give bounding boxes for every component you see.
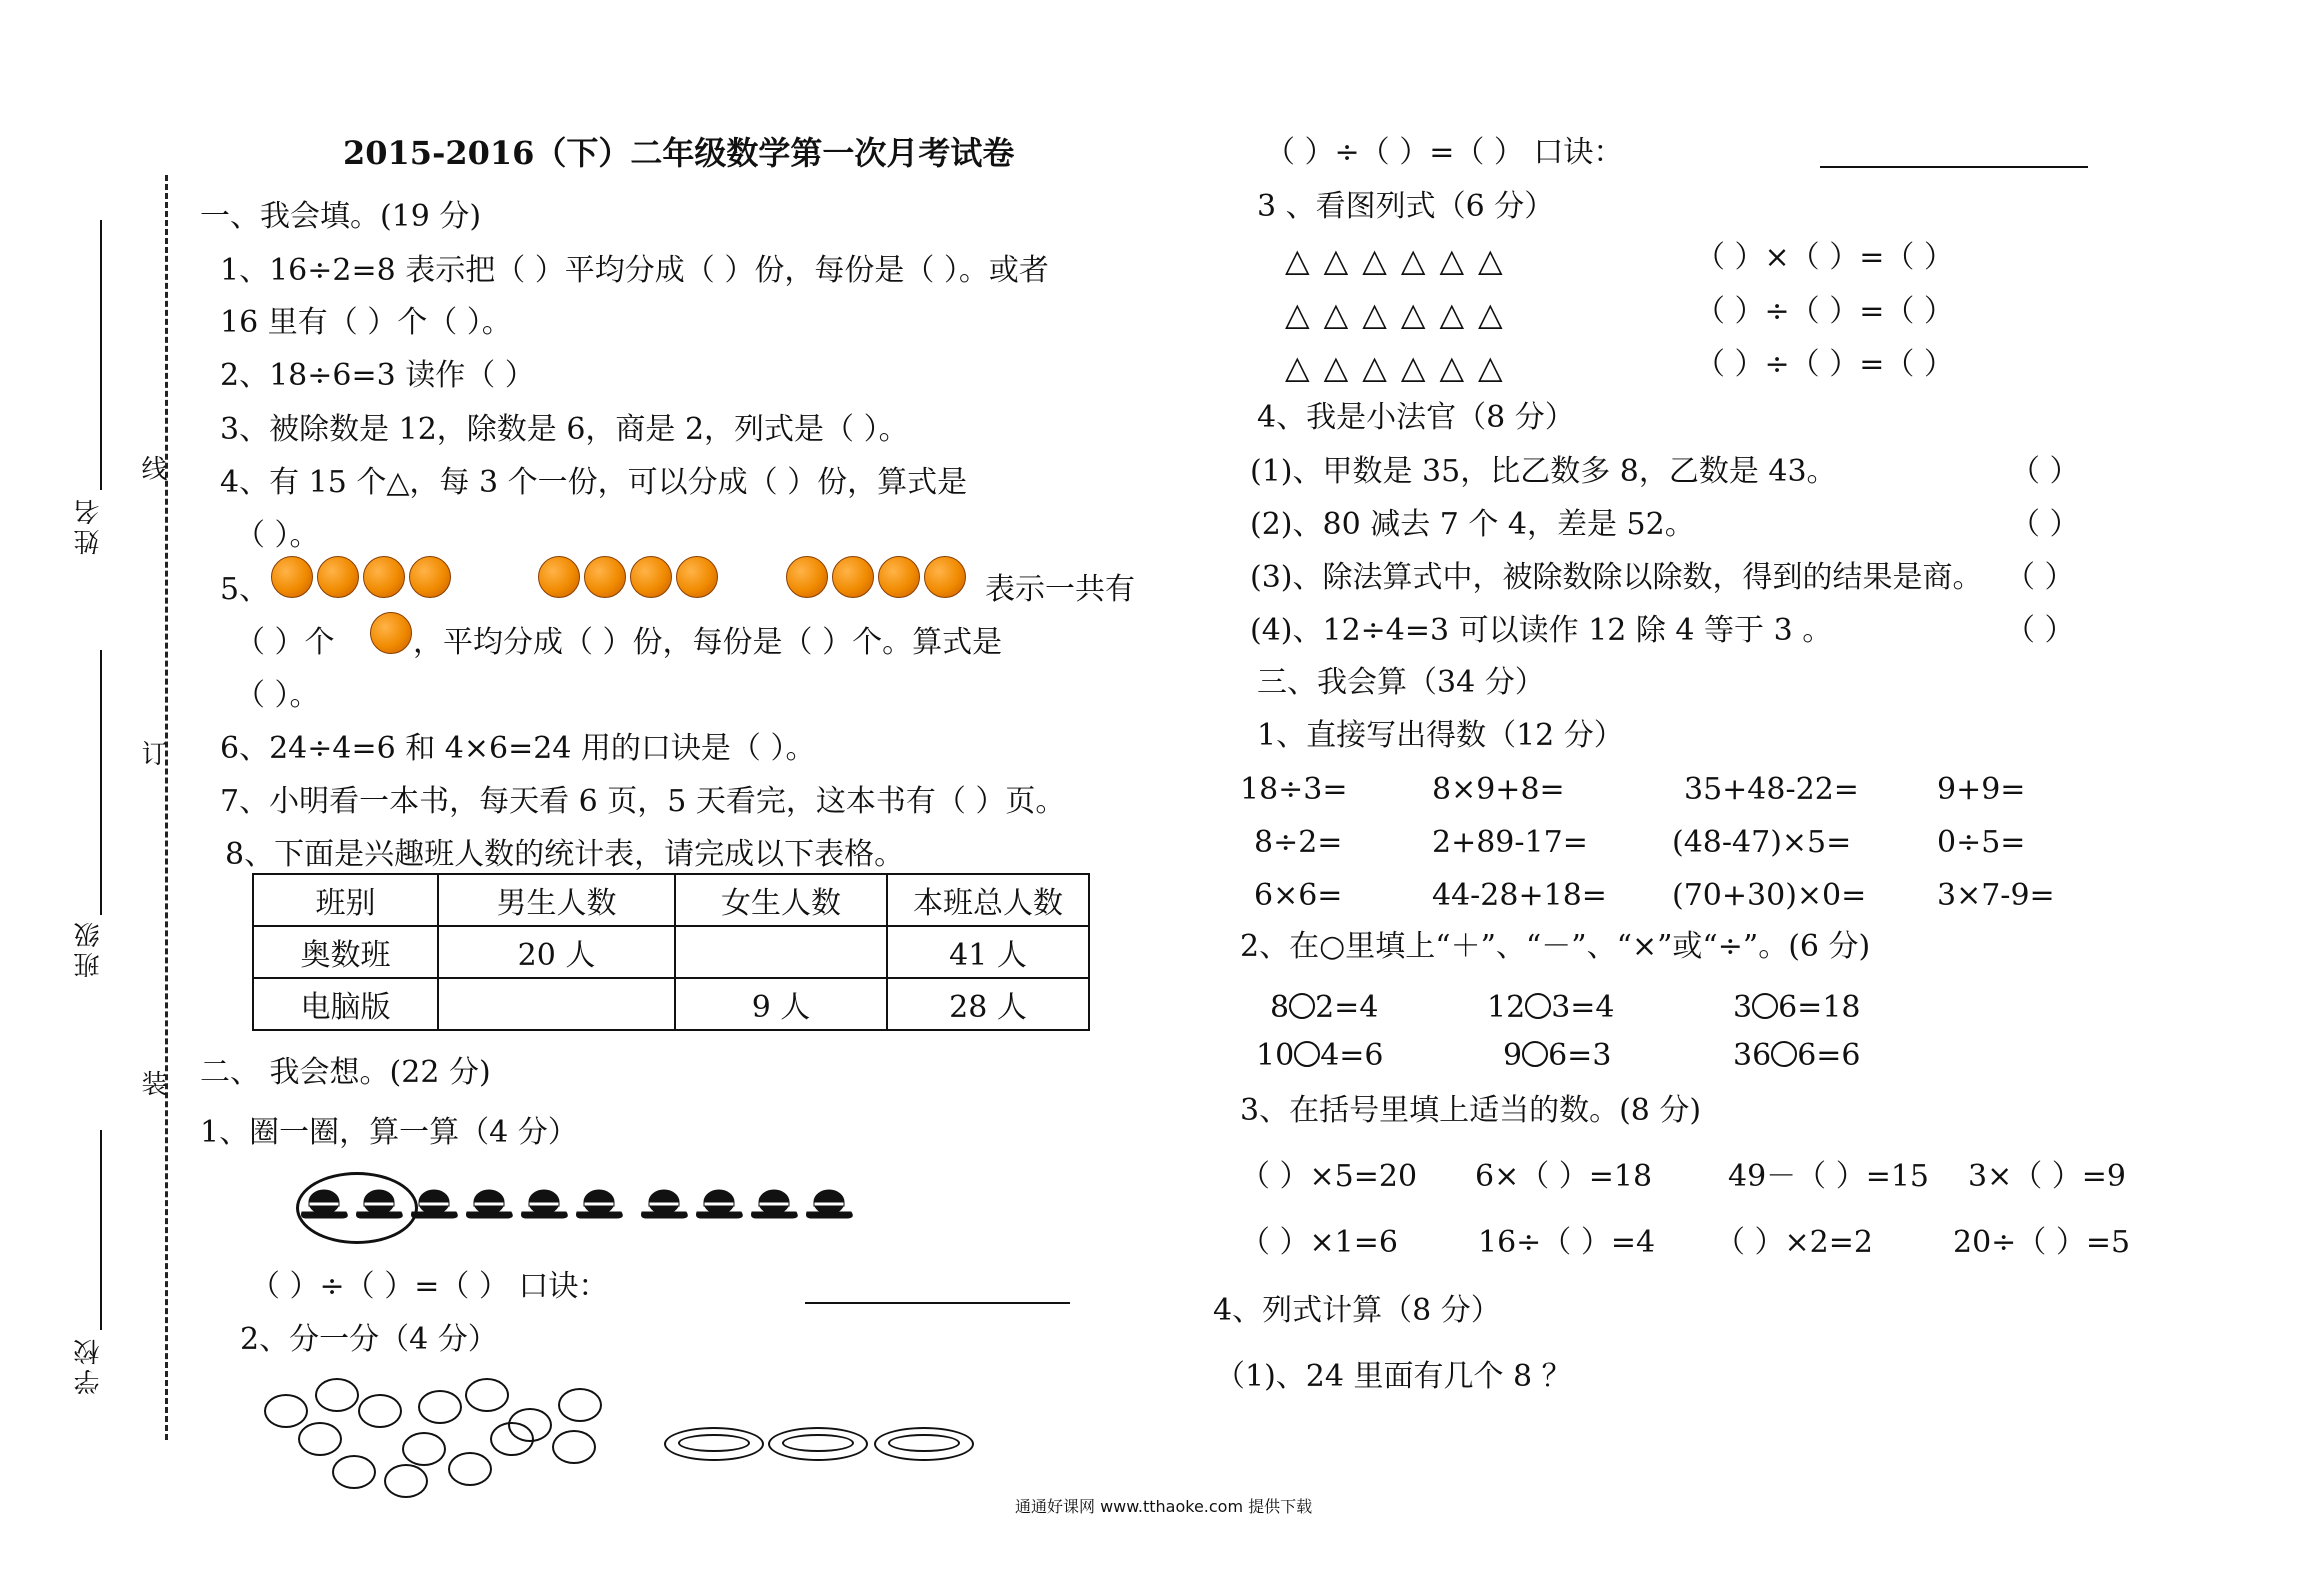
circle-blank <box>1752 993 1778 1019</box>
orange-icon <box>271 556 313 598</box>
orange-icon <box>630 556 672 598</box>
circle-blank <box>1522 1041 1548 1067</box>
op-item <box>1733 1038 1861 1073</box>
judge-1: (1)、甲数是 35，比乙数多 8，乙数是 43。 <box>1250 454 1837 489</box>
fill-item: （ ）×5=20 <box>1240 1159 1418 1194</box>
fill-item: 49－（ ）=15 <box>1728 1159 1930 1194</box>
op-item <box>1256 1038 1384 1073</box>
s1-q5-line2a: （ ）个 <box>235 625 335 660</box>
name-label: 姓名 <box>74 495 104 555</box>
school-label: 学校 <box>74 1335 104 1395</box>
section-3-heading: 三、我会算（34 分） <box>1257 665 1545 700</box>
s2-q3: 3 、看图列式（6 分） <box>1257 189 1555 224</box>
section-1-heading: 一、我会填。(19 分) <box>200 199 482 234</box>
op-left: 3 <box>1733 990 1753 1025</box>
calc-item: 8÷2= <box>1254 825 1343 860</box>
fill-item: 3×（ ）=9 <box>1968 1159 2126 1194</box>
fill-item: 16÷（ ）=4 <box>1478 1225 1656 1260</box>
judge-3-answer: （ ） <box>2005 560 2075 595</box>
s2-q2-expression: （ ）÷（ ）=（ ） 口诀： <box>1265 135 1624 170</box>
s2-q3-expr-1: （ ）×（ ）=（ ） <box>1695 240 1954 275</box>
op-left: 9 <box>1503 1038 1523 1073</box>
orange-icon <box>786 556 828 598</box>
fruit-icon <box>332 1455 376 1489</box>
calc-item: 3×7-9= <box>1937 878 2055 913</box>
plate-icon <box>874 1427 974 1461</box>
fruit-icon <box>358 1394 402 1428</box>
judge-4: (4)、12÷4=3 可以读作 12 除 4 等于 3 。 <box>1250 613 1833 648</box>
s2-q1: 1、圈一圈，算一算（4 分） <box>200 1115 578 1150</box>
calc-item: 0÷5= <box>1937 825 2026 860</box>
op-left: 12 <box>1487 990 1526 1025</box>
judge-2: (2)、80 减去 7 个 4，差是 52。 <box>1250 507 1695 542</box>
binding-dashed-line <box>165 175 168 1440</box>
judge-1-answer: （ ） <box>2010 454 2080 489</box>
s2-q3-expr-3: （ ）÷（ ）=（ ） <box>1695 347 1954 382</box>
calc-item: 35+48-22= <box>1684 772 1859 807</box>
hat-row <box>300 1180 870 1230</box>
op-left: 10 <box>1256 1038 1295 1073</box>
s1-q5-tail: 表示一共有 <box>985 572 1135 607</box>
page-title: 2015-2016（下）二年级数学第一次月考试卷 <box>343 134 1015 172</box>
calc-item: (48-47)×5= <box>1672 825 1852 860</box>
op-right: 6=18 <box>1778 990 1861 1025</box>
fruit-icon <box>508 1408 552 1442</box>
orange-icon <box>924 556 966 598</box>
table-header-cell: 男生人数 <box>438 874 675 926</box>
fill-item: 20÷（ ）=5 <box>1953 1225 2131 1260</box>
orange-icon <box>676 556 718 598</box>
s1-q1-line2: 16 里有（ ）个（ ）。 <box>220 305 512 340</box>
table-cell: 奥数班 <box>253 926 438 978</box>
op-item <box>1733 990 1861 1025</box>
table-row <box>253 978 1089 1030</box>
op-item <box>1270 990 1379 1025</box>
stats-table <box>252 873 1090 1031</box>
footer-credit: 通通好课网 www.tthaoke.com 提供下载 <box>1015 1497 1313 1516</box>
orange-icon <box>878 556 920 598</box>
orange-icon <box>832 556 874 598</box>
s3-q2: 2、在○里填上“＋”、“－”、“×”或“÷”。(6 分) <box>1240 929 1871 964</box>
fruit-icon <box>552 1430 596 1464</box>
table-cell: 20 人 <box>438 926 675 978</box>
table-cell <box>675 926 887 978</box>
judge-2-answer: （ ） <box>2010 507 2080 542</box>
s2-q3-expr-2: （ ）÷（ ）=（ ） <box>1695 294 1954 329</box>
judge-4-answer: （ ） <box>2005 613 2075 648</box>
fruit-icon <box>402 1432 446 1466</box>
op-right: 6=3 <box>1548 1038 1612 1073</box>
s1-q2: 2、18÷6=3 读作（ ） <box>220 358 535 393</box>
fill-item: 6×（ ）=18 <box>1475 1159 1653 1194</box>
s2-q4: 4、我是小法官（8 分） <box>1257 400 1575 435</box>
table-cell: 电脑版 <box>253 978 438 1030</box>
table-header-cell: 班别 <box>253 874 438 926</box>
table-cell: 9 人 <box>675 978 887 1030</box>
class-label: 班级 <box>74 918 104 978</box>
circle-blank <box>1525 993 1551 1019</box>
binding-char-xian: 线 <box>137 455 167 485</box>
table-header-cell: 女生人数 <box>675 874 887 926</box>
fruit-icon <box>418 1390 462 1424</box>
fruit-icon <box>558 1388 602 1422</box>
op-left: 36 <box>1733 1038 1772 1073</box>
calc-item: 44-28+18= <box>1432 878 1607 913</box>
s2-q2-answer-line <box>1820 166 2088 168</box>
table-cell: 41 人 <box>887 926 1089 978</box>
s3-q3: 3、在括号里填上适当的数。(8 分) <box>1240 1093 1702 1128</box>
s1-q4-line2: （ ）。 <box>235 518 320 553</box>
circle-blank <box>1289 993 1315 1019</box>
op-right: 2=4 <box>1315 990 1379 1025</box>
binding-char-ding: 订 <box>137 740 167 770</box>
table-header-cell: 本班总人数 <box>887 874 1089 926</box>
judge-3: (3)、除法算式中，被除数除以除数，得到的结果是商。 <box>1250 560 1983 595</box>
fruit-icon <box>384 1464 428 1498</box>
calc-item: 8×9+8= <box>1432 772 1565 807</box>
calc-item: 6×6= <box>1254 878 1343 913</box>
orange-icon <box>370 612 412 654</box>
table-cell <box>438 978 675 1030</box>
op-right: 3=4 <box>1551 990 1615 1025</box>
s1-q4-line1: 4、有 15 个△，每 3 个一份，可以分成（ ）份，算式是 <box>220 465 968 500</box>
orange-icon <box>363 556 405 598</box>
s1-q5-number: 5、 <box>220 572 270 607</box>
circle-blank <box>1771 1041 1797 1067</box>
s3-q1: 1、直接写出得数（12 分） <box>1257 718 1624 753</box>
class-line <box>100 650 102 915</box>
op-right: 6=6 <box>1797 1038 1861 1073</box>
name-line <box>100 220 102 490</box>
plate-icon <box>768 1427 868 1461</box>
calc-item: 18÷3= <box>1240 772 1348 807</box>
s1-q7: 7、小明看一本书，每天看 6 页，5 天看完，这本书有（ ）页。 <box>220 784 1066 819</box>
fruit-icon <box>315 1378 359 1412</box>
fill-item: （ ）×2=2 <box>1715 1225 1873 1260</box>
s1-q1-line1: 1、16÷2=8 表示把（ ）平均分成（ ）份，每份是（ ）。或者 <box>220 253 1049 288</box>
triangle-row: △△△△△△ <box>1285 295 1517 333</box>
s1-q5-line3: （ ）。 <box>235 678 320 713</box>
calc-item: 9+9= <box>1937 772 2026 807</box>
s3-q4: 4、列式计算（8 分） <box>1213 1293 1501 1328</box>
binding-char-zhuang: 装 <box>137 1070 167 1100</box>
orange-icon <box>409 556 451 598</box>
orange-icon <box>317 556 359 598</box>
calc-item: (70+30)×0= <box>1672 878 1867 913</box>
calc-item: 2+89-17= <box>1432 825 1588 860</box>
fruit-icon <box>264 1394 308 1428</box>
orange-icon <box>584 556 626 598</box>
s1-q3: 3、被除数是 12，除数是 6，商是 2，列式是（ ）。 <box>220 412 909 447</box>
s1-q6: 6、24÷4=6 和 4×6=24 用的口诀是（ ）。 <box>220 731 816 766</box>
fruit-icon <box>465 1378 509 1412</box>
table-header-row <box>253 874 1089 926</box>
school-line <box>100 1130 102 1330</box>
op-item <box>1503 1038 1612 1073</box>
table-row <box>253 926 1089 978</box>
op-left: 8 <box>1270 990 1290 1025</box>
triangle-row: △△△△△△ <box>1285 348 1517 386</box>
orange-icon <box>538 556 580 598</box>
plate-icon <box>664 1427 764 1461</box>
table-cell: 28 人 <box>887 978 1089 1030</box>
fill-item: （ ）×1=6 <box>1240 1225 1398 1260</box>
s2-q1-answer-line <box>805 1302 1070 1304</box>
fruit-icon <box>298 1422 342 1456</box>
s2-q2: 2、分一分（4 分） <box>240 1322 498 1357</box>
circle-blank <box>1294 1041 1320 1067</box>
s2-q1-expression: （ ）÷（ ）=（ ） 口诀： <box>250 1269 609 1304</box>
s1-q8: 8、下面是兴趣班人数的统计表，请完成以下表格。 <box>225 837 905 872</box>
triangle-row: △△△△△△ <box>1285 241 1517 279</box>
s1-q5-line2b: ，平均分成（ ）份，每份是（ ）个。算式是 <box>413 625 1003 660</box>
op-right: 4=6 <box>1320 1038 1384 1073</box>
section-2-heading: 二、 我会想。(22 分) <box>200 1055 491 1090</box>
s3-q4-item-1: （1)、24 里面有几个 8 ？ <box>1215 1359 1572 1394</box>
op-item <box>1487 990 1615 1025</box>
fruit-icon <box>448 1452 492 1486</box>
